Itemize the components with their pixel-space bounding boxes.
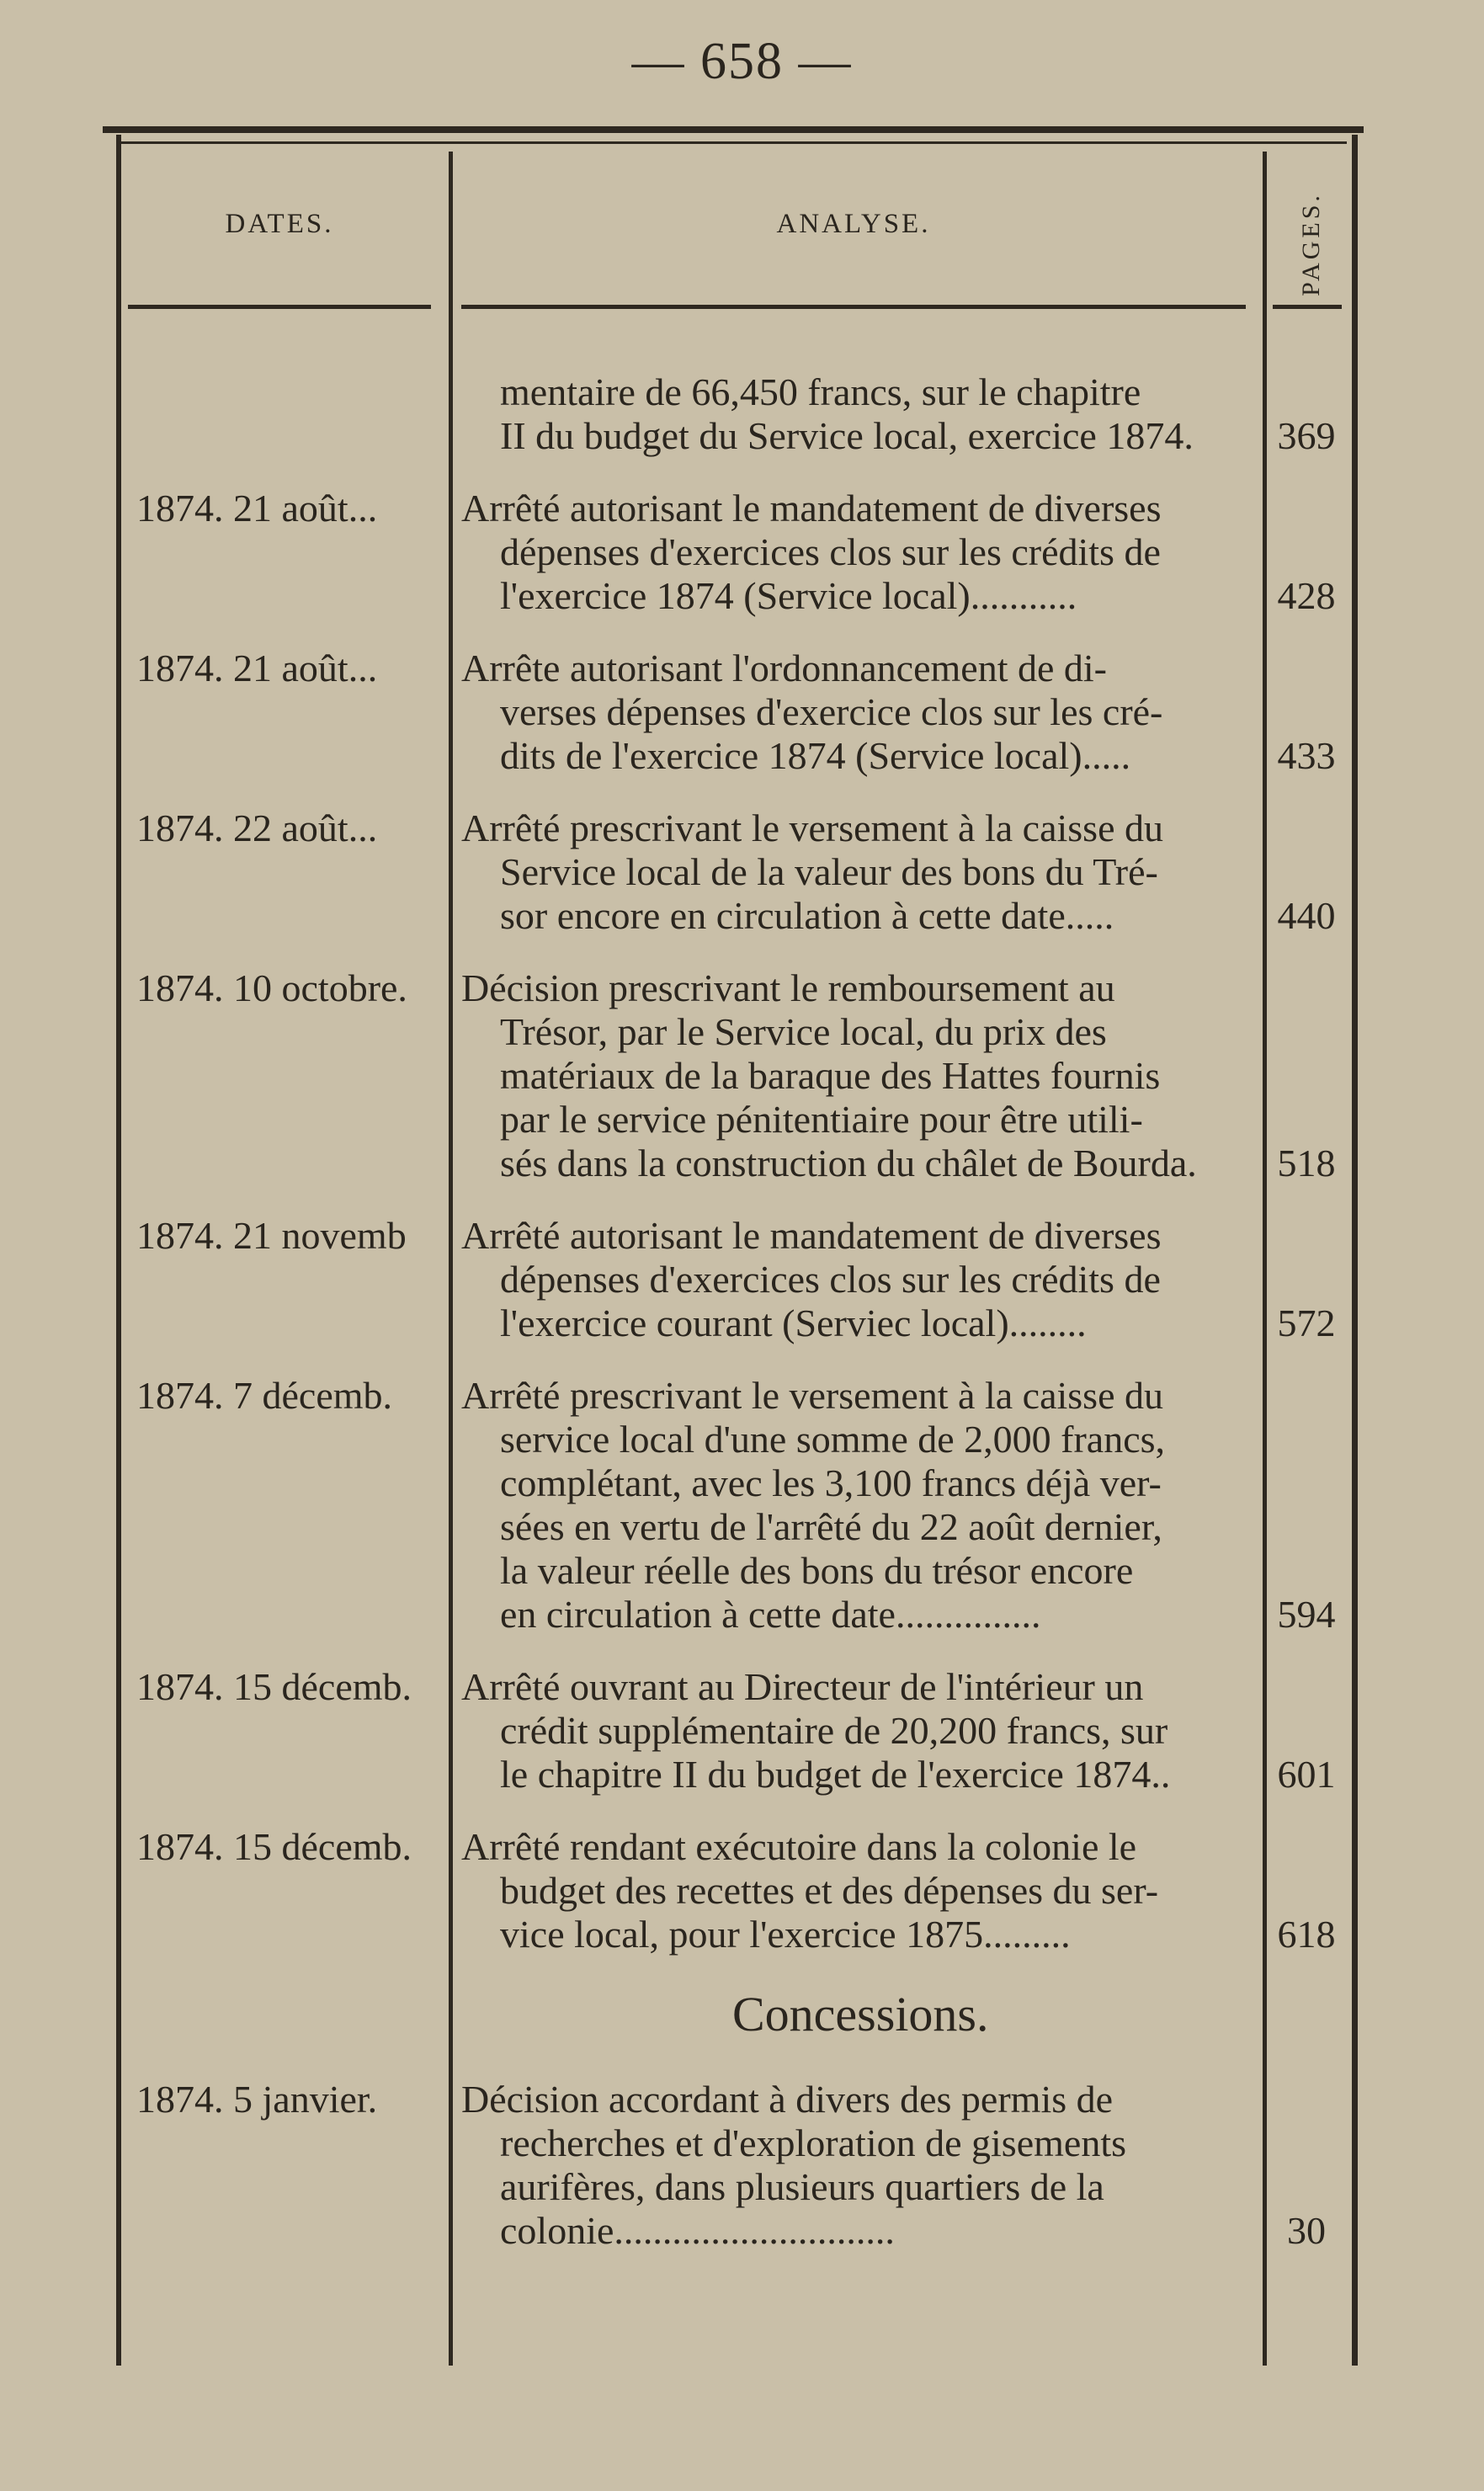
entry-line: la valeur réelle des bons du trésor encore	[500, 1549, 1134, 1592]
entry-analyse	[461, 806, 1253, 938]
entry-line: Arrêté rendant exécutoire dans la colonie le	[461, 1825, 1137, 1868]
entry-line: matériaux de la baraque des Hattes fournis	[500, 1054, 1161, 1097]
entry-line: l'exercice courant (Serviec local)........	[500, 1301, 1087, 1344]
entry-line: vice local, pour l'exercice 1875.........	[500, 1913, 1071, 1956]
entry-date: 1874. 22 août...	[136, 806, 378, 849]
entry-analyse	[461, 1214, 1253, 1345]
table-row	[0, 370, 1484, 458]
table-top-rule-thin	[118, 141, 1347, 144]
entry-line: l'exercice 1874 (Service local)...........	[500, 574, 1077, 617]
entry-page: 433	[1277, 734, 1336, 777]
entry-line: dépenses d'exercices clos sur les crédits de	[500, 530, 1161, 573]
entry-date: 1874. 21 novemb	[136, 1214, 407, 1257]
entry-date: 1874. 10 octobre.	[136, 966, 407, 1009]
table-row	[0, 487, 1484, 618]
entry-line: crédit supplémentaire de 20,200 francs, sur	[500, 1709, 1168, 1752]
entry-line: budget des recettes et des dépenses du ser-	[500, 1869, 1159, 1912]
entry-line: dépenses d'exercices clos sur les crédits de	[500, 1258, 1161, 1301]
entry-line: sés dans la construction du châlet de Bourda.	[500, 1142, 1197, 1184]
header-pages-label: PAGES.	[1297, 192, 1325, 296]
entry-page: 440	[1277, 894, 1336, 937]
entry-analyse	[461, 370, 1253, 458]
entry-line: dits de l'exercice 1874 (Service local).....	[500, 734, 1131, 777]
entry-line: sor encore en circulation à cette date.....	[500, 894, 1114, 937]
entry-date: 1874. 7 décemb.	[136, 1374, 393, 1417]
entry-line: sées en vertu de l'arrêté du 22 août dernier,	[500, 1505, 1162, 1548]
entry-line: le chapitre II du budget de l'exercice 1874..	[500, 1753, 1171, 1796]
entry-date: 1874. 15 décemb.	[136, 1665, 412, 1708]
entry-line: Arrêté prescrivant le versement à la caisse du	[461, 806, 1163, 849]
entry-analyse	[461, 1665, 1253, 1796]
entry-analyse	[461, 1825, 1253, 1956]
entry-line: Arrête autorisant l'ordonnancement de di-	[461, 647, 1107, 689]
table-row	[0, 1214, 1484, 1345]
entry-date: 1874. 5 janvier.	[136, 2078, 378, 2121]
entry-page: 572	[1277, 1301, 1336, 1344]
table-row	[0, 966, 1484, 1185]
header-rule-analyse	[461, 305, 1246, 309]
entry-date: 1874. 21 août...	[136, 487, 378, 530]
entry-line: Décision accordant à divers des permis de	[461, 2078, 1114, 2121]
section-title	[0, 1985, 1484, 2044]
entry-page: 601	[1277, 1753, 1336, 1796]
header-pages	[1286, 177, 1337, 311]
entries-list	[0, 370, 1484, 2281]
entry-line: Arrêté ouvrant au Directeur de l'intérieur un	[461, 1665, 1144, 1708]
entry-line: mentaire de 66,450 francs, sur le chapitre	[500, 370, 1141, 413]
entry-line: Arrêté autorisant le mandatement de diverses	[461, 487, 1162, 530]
table-top-rule	[103, 126, 1364, 133]
entry-line: Arrêté prescrivant le versement à la caisse du	[461, 1374, 1163, 1417]
header-dates: DATES.	[225, 209, 334, 239]
page-number: — 658 —	[631, 33, 853, 90]
entry-date: 1874. 15 décemb.	[136, 1825, 412, 1868]
entry-page: 518	[1277, 1142, 1336, 1184]
entry-analyse	[461, 487, 1253, 618]
section-title-text: Concessions.	[732, 1987, 989, 2041]
entry-page: 369	[1277, 414, 1336, 457]
header-rule-dates	[128, 305, 431, 309]
entry-line: par le service pénitentiaire pour être utili-	[500, 1098, 1143, 1141]
table-row	[0, 1665, 1484, 1796]
entry-line: recherches et d'exploration de gisements	[500, 2121, 1126, 2164]
table-row	[0, 2078, 1484, 2253]
entry-line: service local d'une somme de 2,000 francs,	[500, 1418, 1166, 1461]
entry-line: Arrêté autorisant le mandatement de diverses	[461, 1214, 1162, 1257]
entry-line: colonie.............................	[500, 2209, 895, 2252]
table-row	[0, 647, 1484, 778]
entry-analyse	[461, 2078, 1253, 2253]
table-row	[0, 1374, 1484, 1637]
entry-line: Service local de la valeur des bons du Tré-	[500, 850, 1158, 893]
entry-line: Décision prescrivant le remboursement au	[461, 966, 1115, 1009]
table-row	[0, 806, 1484, 938]
entry-line: aurifères, dans plusieurs quartiers de la	[500, 2165, 1104, 2208]
entry-date: 1874. 21 août...	[136, 647, 378, 689]
entry-page: 30	[1287, 2209, 1326, 2252]
entry-page: 594	[1277, 1593, 1336, 1636]
header-analyse: ANALYSE.	[776, 209, 931, 239]
entry-line: complétant, avec les 3,100 francs déjà ver-	[500, 1461, 1162, 1504]
entry-line: verses dépenses d'exercice clos sur les cré-	[500, 690, 1163, 733]
entry-line: II du budget du Service local, exercice 1874.	[500, 414, 1194, 457]
entry-line: en circulation à cette date...............	[500, 1593, 1041, 1636]
entry-line: Trésor, par le Service local, du prix des	[500, 1010, 1107, 1053]
entry-analyse	[461, 966, 1253, 1185]
table-row	[0, 1825, 1484, 1956]
entry-analyse	[461, 647, 1253, 778]
entry-page: 428	[1277, 574, 1336, 617]
entry-page: 618	[1277, 1913, 1336, 1956]
entry-analyse	[461, 1374, 1253, 1637]
